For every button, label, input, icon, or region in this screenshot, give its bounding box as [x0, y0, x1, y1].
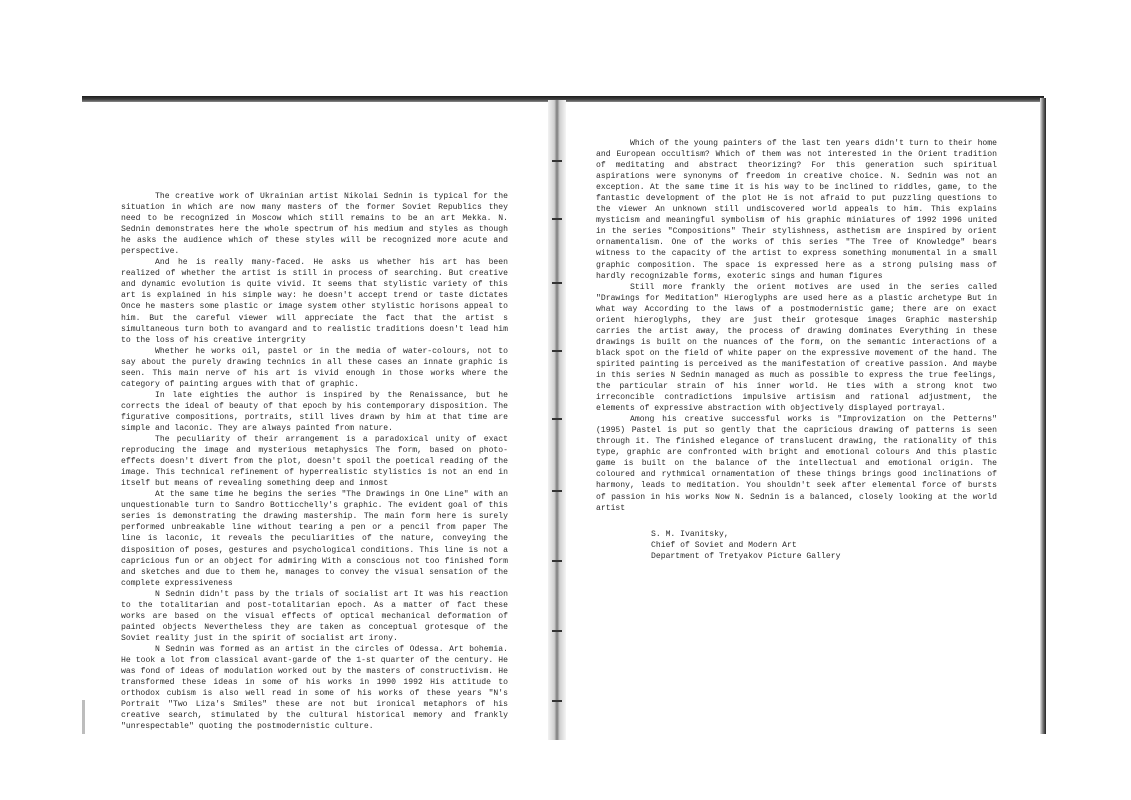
book-spine [548, 100, 566, 740]
author-name: S. M. Ivanitsky, [651, 530, 729, 539]
paragraph: Among his creative successful works is "Improvization on the Petterns" (1995) Pastel is put so gently that the capricious drawing of patterns is seen through it. The finished elegance of translucent drawing, the rationality of this type, graphic are confronted with bright and emotional colours And this plastic game is built on the balance of the intellectual and emotional origin. The coloured and rythmical ornamentation of these things brings good inclinations of harmony, leads to meditation. You shouldn't seek after elemental force of bursts of passion in his works Now N. Sednin is a balanced, closely looking at the world artist [596, 415, 997, 513]
paragraph: In late eighties the author is inspired by the Renaissance, but he corrects the ideal of beauty of that epoch by his contemporary disposition. The figurative compositions, portraits, still lives drawn by him at that time are simple and laconic. They are always painted from nature. [121, 390, 508, 433]
paragraph: N Sednin was formed as an artist in the circles of Odessa. Art bohemia. He took a lot from classical avant-garde of the 1-st quarter of the century. He was fond of ideas of modulation worked out by the masters of constructivism. He transformed these ideas in some of his works in 1990 1992 His attitude to orthodox cubism is also well read in some of his works of these years "N's Portrait "Two Liza's Smiles" these are not but ironical metaphors of his creative search, stimulated by the cultural historical memory and frankly "unrespectable" quoting the postmodernistic culture. [121, 644, 508, 732]
paragraph: Which of the young painters of the last ten years didn't turn to their home and European occultism? Which of them was not interested in the Orient tradition of meditating and abstract theorizing? For this generation such spiritual aspirations were synonyms of freedom in creative choice. N. Sednin was not an exception. At the same time it is his way to be inclined to riddles, game, to the fantastic development of the plot He is not afraid to put puzzling questions to the viewer An unknown still undiscovered world appeals to him. This explains mysticism and meaningful symbolism of his graphic miniatures of 1992 1996 united in the series "Compositions" Their stylishness, asthetism are inspired by orient ornamentalism. One of the works of this series "The Tree of Knowledge" bears witness to the capacity of the artist to express something monumental in a small graphic composition. The space is expressed here as a strong pulsing mass of hardly recognizable forms, exoteric sings and human figures [596, 139, 997, 281]
paragraph: At the same time he begins the series "The Drawings in One Line" with an unquestionable turn to Sandro Botticchelly's graphic. The evident goal of this series is demonstrating the drawing mastership. The main form here is surely performed unbreakable line without tearing a pen or a pencil from paper The line is laconic, it reveals the peculiarities of the nature, conveying the disposition of poses, gestures and psychological conditions. This line is not a capricious fun or an object for admiring With a conscious not too finished form and sketches and due to them he, manages to convey the visual sensation of the complete expressiveness [121, 490, 508, 588]
left-page-edge [82, 700, 85, 734]
right-page-text [596, 138, 997, 514]
paragraph: And he is really many-faced. He asks us whether his art has been realized of whether the artist is still in process of searching. But creative and dynamic evolution is quite vivid. It seems that stylistic variety of this art is explained in his simple way: he doesn't accept trend or taste dictates Once he masters some plastic or image system other stylistic horisons appeal to him. But the careful viewer will appreciate the fact that the artist s simultaneous turn both to avangard and to realistic traditions doesn't lead him to the loss of his creative intergrity [121, 258, 508, 345]
paragraph: Whether he works oil, pastel or in the media of water-colours, not to say about the purely drawing technics in all these cases an innate graphic is seen. This main nerve of his art is vivid enough in those works where the category of painting argues with that of graphic. [121, 346, 508, 389]
paragraph: The creative work of Ukrainian artist Nikolai Sednin is typical for the situation in which are now many masters of the former Soviet Republics they need to be recognized in Moscow which still remains to be an art Mekka. N. Sednin demonstrates here the whole spectrum of his medium and styles as though he asks the audience which of these styles will be recognized more acute and perspective. [121, 192, 508, 257]
paragraph: N Sednin didn't pass by the trials of socialist art It was his reaction to the totalitarian and post-totalitarian epoch. As a matter of fact these works are based on the visual effects of optical mechanical deformation of painted objects Nevertheless they are taken as conceptual grotesque of the Soviet reality just in the spirit of socialist art irony. [121, 589, 508, 643]
author-department: Department of Tretyakov Picture Gallery [651, 552, 841, 562]
author-title: Chief of Soviet and Modern Art [651, 541, 797, 551]
right-page-edge [1040, 98, 1046, 734]
author-signature [651, 529, 840, 562]
left-page-text [121, 191, 508, 732]
paragraph: The peculiarity of their arrangement is a paradoxical unity of exact reproducing the image and mysterious metaphysics The form, based on photo-effects doesn't divert from the plot, doesn't spoil the poetical reading of the image. This technical refinement of hyperrealistic stylistics is not an end in itself but means of revealing something deep and inmost [121, 435, 508, 489]
paragraph: Still more frankly the orient motives are used in the series called "Drawings for Meditation" Hieroglyphs are used here as a plastic archetype But in what way According to the laws of a postmodernistic game; there are on exact orient hieroglyphs, they are just their grotesque images Graphic mastership carries the artist away, the process of drawing dominates Everything in these drawings is built on the nuances of the form, on the semantic interactions of a black spot on the field of white paper on the expressive movement of the hand. The spirited painting is perceived as the manifestation of creative passion. And maybe in this series N Sednin managed as much as possible to express the true feelings, the particular strain of his inner world. He ties with a strong knot two irreconcible contradictions impulsive artisism and rational adjustment, the elements of expressive abstraction with objectively displayed portrayal. [596, 282, 997, 414]
